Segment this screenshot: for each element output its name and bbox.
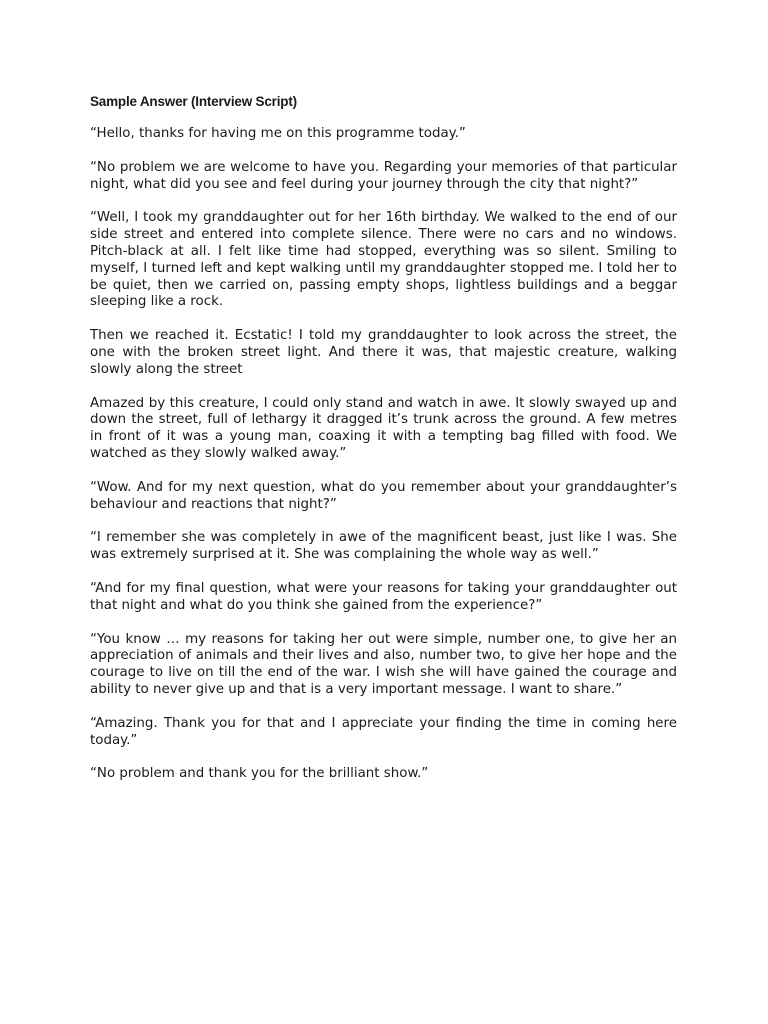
paragraph: Then we reached it. Ecstatic! I told my granddaughter to look across the street, the one with the broken street light. And there it was, that majestic creature, walking slowly along the street [90, 328, 677, 377]
paragraph: “Wow. And for my next question, what do you remember about your granddaughter’s behaviour and reactions that night?” [90, 479, 677, 512]
paragraph: “Amazing. Thank you for that and I appreciate your finding the time in coming here today.” [90, 715, 677, 748]
paragraph: “And for my final question, what were your reasons for taking your granddaughter out that night and what do you think she gained from the experience?” [90, 580, 677, 613]
paragraph: “No problem and thank you for the brilliant show.” [90, 766, 429, 782]
document-title: Sample Answer (Interview Script) [90, 94, 297, 109]
paragraph: “Hello, thanks for having me on this programme today.” [90, 126, 466, 141]
paragraph: “Well, I took my granddaughter out for her 16th birthday. We walked to the end of our side street and entered into complete silence. There were no cars and no windows. Pitch-black at all. I felt like time had stopped, everything was so silent. Smiling to myself, I turned left and kept walking until my granddaughter stopped me. I told her to be quiet, then we carried on, passing empty shops, lightless buildings and a beggar sleeping like a rock. [90, 210, 677, 310]
paragraph: “No problem we are welcome to have you. Regarding your memories of that particular night, what did you see and feel during your journey through the city that night?” [90, 159, 677, 192]
document-page [90, 93, 677, 800]
paragraph: Amazed by this creature, I could only stand and watch in awe. It slowly swayed up and down the street, full of lethargy it dragged it’s trunk across the ground. A few metres in front of it was a young man, coaxing it with a tempting bag filled with food. We watched as they slowly walked away.” [90, 395, 677, 461]
paragraph: “You know … my reasons for taking her out were simple, number one, to give her an appreciation of animals and their lives and also, number two, to give her hope and the courage to live on till the end of the war. I wish she will have gained the courage and ability to never give up and that is a very important message. I want to share.” [90, 631, 677, 697]
paragraph: “I remember she was completely in awe of the magnificent beast, just like I was. She was extremely surprised at it. She was complaining the whole way as well.” [90, 530, 677, 563]
